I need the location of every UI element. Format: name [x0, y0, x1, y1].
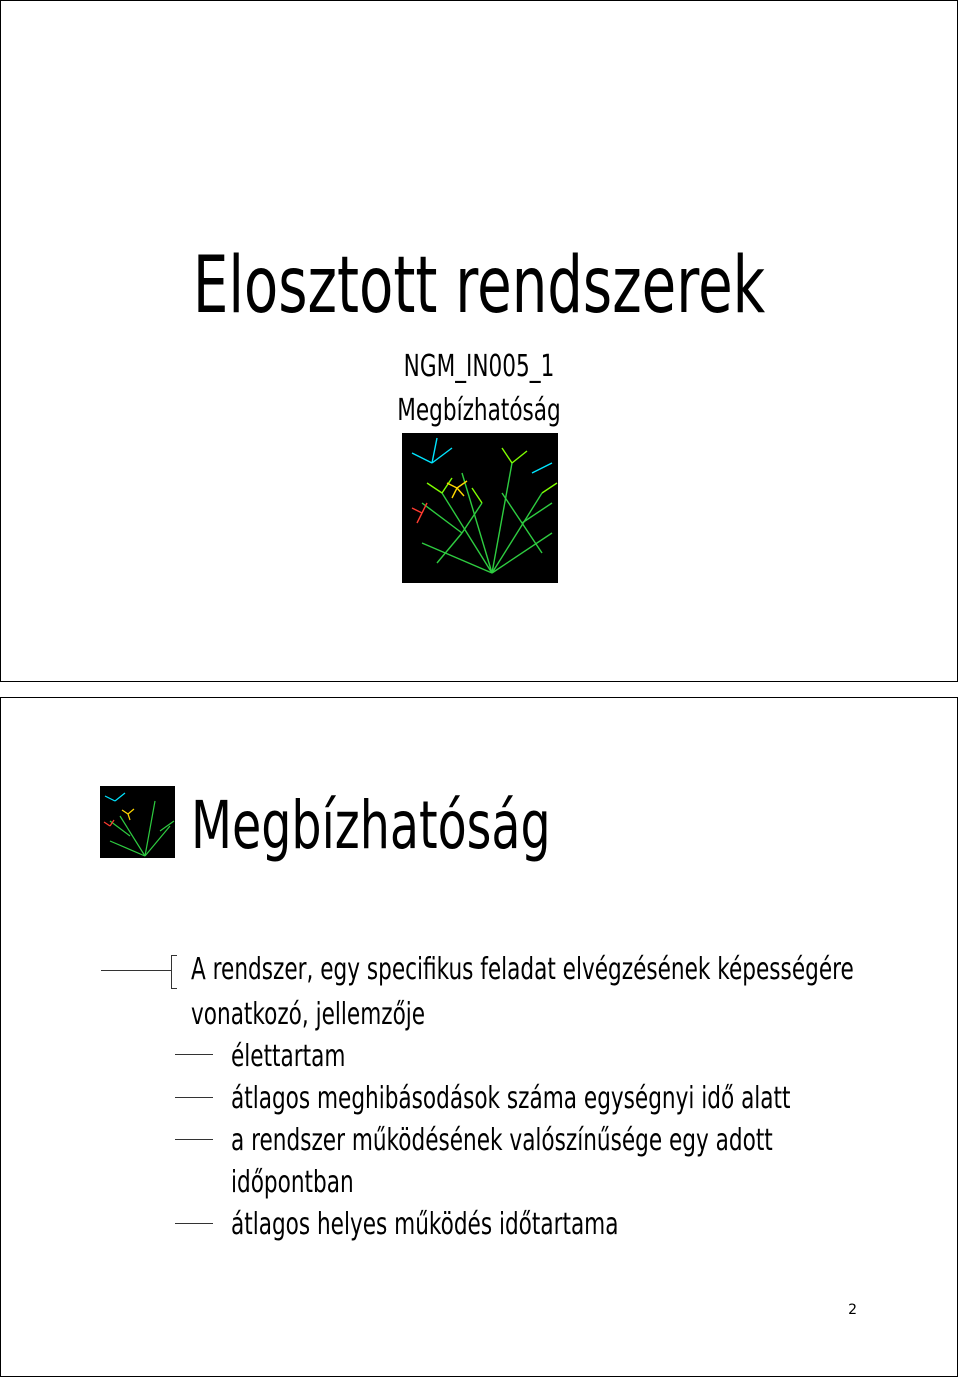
sub-bullet-dash: [175, 1054, 213, 1055]
sub-bullet-dash: [175, 1097, 213, 1098]
bullet-bracket: [171, 955, 177, 989]
intro-text-line1: A rendszer, egy specifikus feladat elvégzésének képességére: [191, 952, 854, 987]
bullet-dash: [101, 970, 171, 971]
list-item: a rendszer működésének valószínűsége egy adott: [231, 1123, 773, 1158]
plant-illustration-image: [402, 433, 558, 583]
slide-title: Megbízhatóság: [191, 787, 551, 864]
list-item: élettartam: [231, 1039, 346, 1074]
plant-thumbnail-image: [100, 786, 175, 858]
course-code: NGM_IN005_1: [403, 349, 555, 384]
list-item: átlagos meghibásodások száma egységnyi idő alatt: [231, 1081, 791, 1116]
page-number: 2: [848, 1302, 857, 1318]
course-topic: Megbízhatóság: [397, 393, 561, 428]
intro-text-line2: vonatkozó, jellemzője: [191, 997, 426, 1032]
content-slide: [0, 697, 958, 1377]
list-item: átlagos helyes működés időtartama: [231, 1207, 619, 1242]
sub-bullet-dash: [175, 1139, 213, 1140]
list-item-continuation: időpontban: [231, 1165, 354, 1200]
title-slide: [0, 0, 958, 682]
presentation-title: Elosztott rendszerek: [192, 241, 766, 331]
sub-bullet-dash: [175, 1223, 213, 1224]
